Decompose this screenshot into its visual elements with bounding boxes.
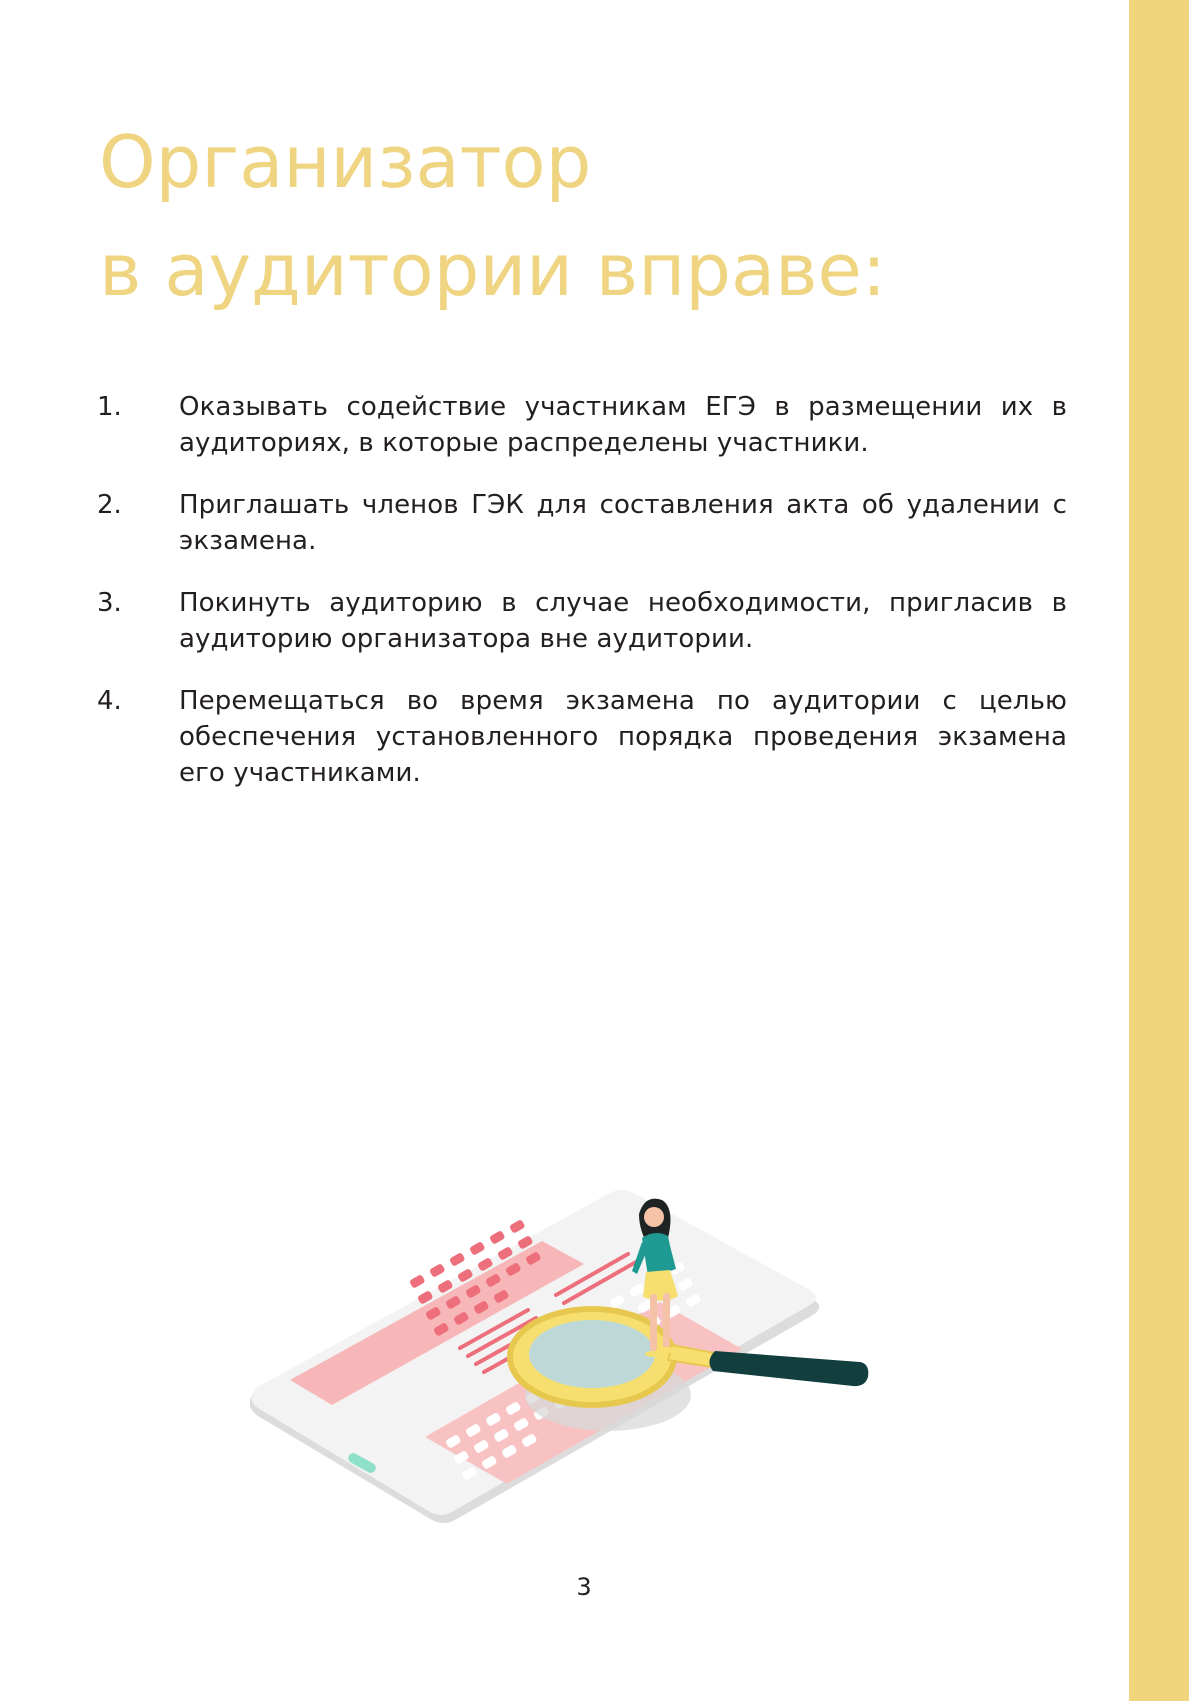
page-title: [99, 108, 886, 324]
list-item-text: Покинуть аудиторию в случае необходимости, пригласив в аудиторию организатора вне аудитории.: [179, 588, 1067, 654]
key: [469, 1241, 486, 1256]
list-item-text: Оказывать содействие участникам ЕГЭ в размещении их в аудиториях, в которые распределены участники.: [179, 392, 1067, 458]
magnifier-handle: [709, 1351, 868, 1386]
side-stripe: [1129, 0, 1189, 1701]
rights-list: [97, 389, 1067, 817]
person-shoe: [645, 1351, 659, 1357]
key: [509, 1219, 526, 1234]
list-item: [97, 389, 1067, 461]
tablet-magnifier-person-illustration: [250, 1190, 950, 1590]
key: [489, 1230, 506, 1245]
magnifier-lens: [529, 1320, 655, 1388]
list-item: [97, 487, 1067, 559]
list-item: [97, 683, 1067, 791]
list-item-number: 1.: [97, 392, 122, 422]
list-item-number: 2.: [97, 490, 122, 520]
person-shoe: [660, 1347, 674, 1353]
list-item-number: 4.: [97, 686, 122, 716]
person-head: [644, 1207, 664, 1227]
key: [449, 1252, 466, 1267]
page-title-line-2: в аудитории вправе:: [99, 228, 887, 312]
list-item-text: Перемещаться во время экзамена по аудитории с целью обеспечения установленного порядка проведения экзамена его участниками.: [179, 686, 1067, 788]
person-leg: [663, 1293, 670, 1348]
list-item-text: Приглашать членов ГЭК для составления акта об удалении с экзамена.: [179, 490, 1067, 556]
page-title-line-1: Организатор: [99, 120, 592, 204]
person-leg: [650, 1294, 657, 1351]
key: [429, 1263, 446, 1278]
page-number: 3: [576, 1573, 592, 1601]
key: [409, 1274, 426, 1289]
list-item-number: 3.: [97, 588, 122, 618]
list-item: [97, 585, 1067, 657]
